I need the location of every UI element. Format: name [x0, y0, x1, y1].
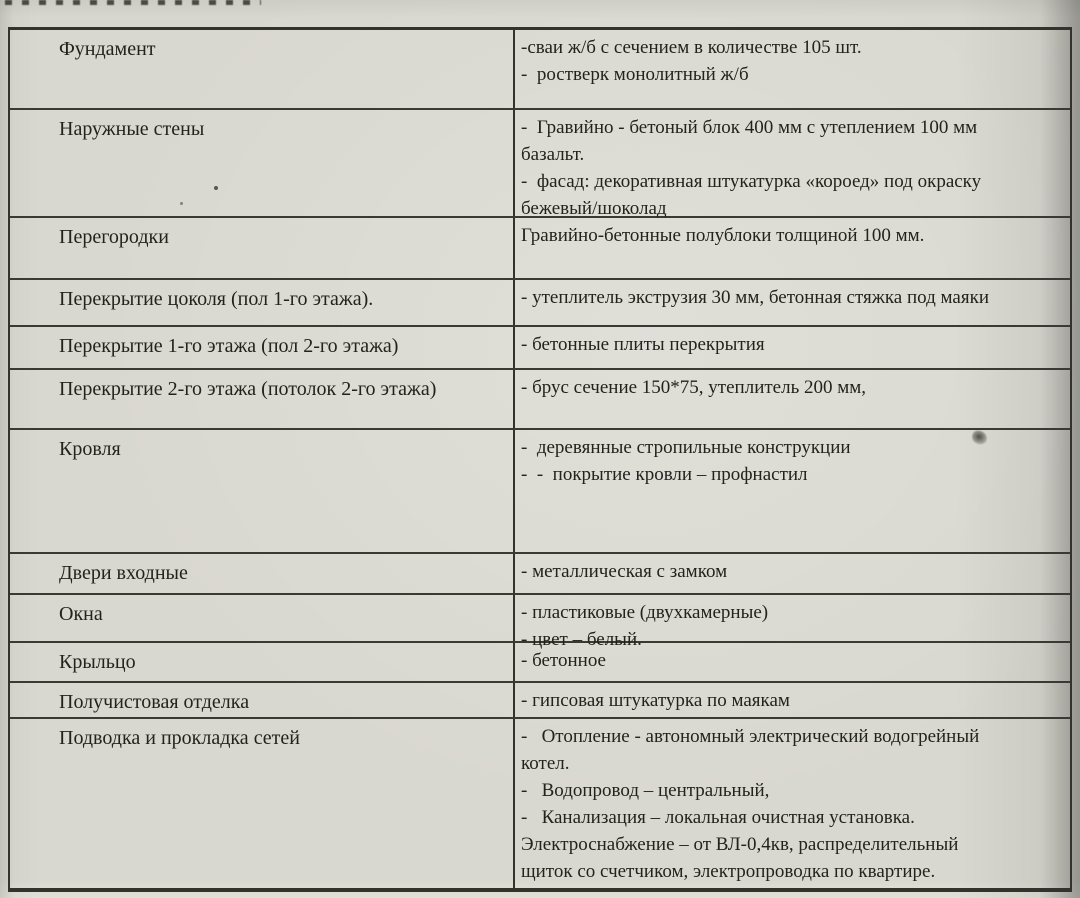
table-row: [10, 643, 1070, 683]
ink-dot-artifact: [180, 202, 183, 205]
table-row: [10, 280, 1070, 327]
spec-detail-cell: [515, 683, 1070, 717]
spec-name-cell: Подводка и прокладка сетей: [10, 719, 515, 888]
spec-detail-line: бежевый/шоколад: [521, 198, 667, 219]
spec-detail-cell: [515, 280, 1070, 325]
spec-detail-line: - цвет – белый.: [521, 629, 642, 650]
clipped-text-remnant: [5, 0, 261, 5]
spec-name-cell: Наружные стены: [10, 110, 515, 216]
spec-detail-line: - фасад: декоративная штукатурка «короед» под окраску: [521, 171, 982, 192]
spec-detail-cell: [515, 595, 1070, 650]
spec-detail-line: -сваи ж/б с сечением в количестве 105 шт.: [521, 37, 862, 58]
spec-detail-line: - Гравийно - бетоный блок 400 мм с утеплением 100 мм: [521, 117, 978, 138]
spec-detail-line: Электроснабжение – от ВЛ-0,4кв, распределительный: [521, 834, 959, 855]
table-row: [10, 430, 1070, 554]
spec-detail-line: - Водопровод – центральный,: [521, 780, 770, 801]
table-row: [10, 554, 1070, 595]
ink-dot-artifact: [214, 186, 218, 190]
spec-name-cell: Перекрытие цоколя (пол 1-го этажа).: [10, 280, 515, 325]
spec-detail-line: - бетонное: [521, 650, 606, 671]
spec-name-cell: Кровля: [10, 430, 515, 552]
spec-detail-cell: [515, 110, 1070, 219]
spec-name-cell: Фундамент: [10, 30, 515, 108]
specification-table: [8, 27, 1072, 892]
spec-detail-line: Гравийно-бетонные полублоки толщиной 100 мм.: [521, 225, 925, 246]
spec-detail-cell: [515, 327, 1070, 368]
table-row: [10, 719, 1070, 888]
spec-name-cell: Перекрытие 2-го этажа (потолок 2-го этажа): [10, 370, 515, 428]
spec-detail-line: - Канализация – локальная очистная установка.: [521, 807, 915, 828]
table-row: [10, 370, 1070, 430]
spec-detail-line: - пластиковые (двухкамерные): [521, 602, 769, 623]
spec-detail-line: - брус сечение 150*75, утеплитель 200 мм,: [521, 377, 867, 398]
spec-detail-cell: [515, 370, 1070, 428]
spec-name-cell: Получистовая отделка: [10, 683, 515, 717]
spec-detail-line: базальт.: [521, 144, 585, 165]
table-row: [10, 595, 1070, 650]
spec-detail-cell: [515, 719, 1070, 888]
table-row: [10, 683, 1070, 719]
spec-name-cell: Перегородки: [10, 218, 515, 278]
spec-detail-line: котел.: [521, 753, 570, 774]
spec-detail-line: - гипсовая штукатурка по маякам: [521, 690, 790, 711]
spec-name-cell: Двери входные: [10, 554, 515, 593]
spec-detail-line: - бетонные плиты перекрытия: [521, 334, 765, 355]
spec-detail-line: - металлическая с замком: [521, 561, 728, 582]
spec-name-cell: Перекрытие 1-го этажа (пол 2-го этажа): [10, 327, 515, 368]
table-row: [10, 218, 1070, 280]
spec-detail-line: - Отопление - автономный электрический водогрейный: [521, 726, 980, 747]
spec-detail-line: - утеплитель экструзия 30 мм, бетонная стяжка под маяки: [521, 287, 989, 308]
spec-detail-cell: [515, 218, 1070, 278]
spec-name-cell: Крыльцо: [10, 643, 515, 681]
spec-detail-line: - - покрытие кровли – профнастил: [521, 464, 808, 485]
table-row: [10, 327, 1070, 370]
spec-detail-line: - деревянные стропильные конструкции: [521, 437, 851, 458]
spec-detail-cell: [515, 554, 1070, 593]
spec-detail-line: щиток со счетчиком, электропроводка по квартире.: [521, 861, 936, 882]
spec-name-cell: Окна: [10, 595, 515, 641]
table-row: [10, 110, 1070, 218]
spec-detail-cell: [515, 30, 1070, 108]
table-row: [10, 30, 1070, 110]
spec-detail-line: - ростверк монолитный ж/б: [521, 64, 749, 85]
spec-detail-cell: [515, 643, 1070, 681]
spec-detail-cell: [515, 430, 1070, 552]
